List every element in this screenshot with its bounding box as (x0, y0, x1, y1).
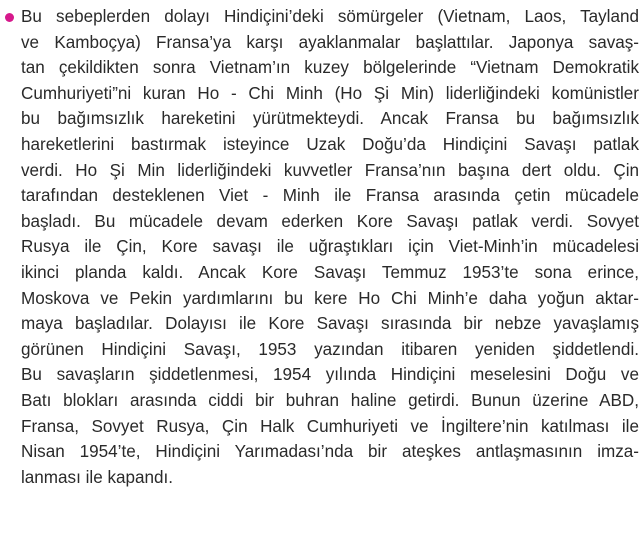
text-line: tarafından desteklenen Viet - Minh ile Fransa arasında çetin mücadele (21, 186, 639, 206)
text-line: Cumhuriyeti”ni kuran Ho - Chi Minh (Ho Şi Min) liderliğindeki komünistler (21, 83, 639, 103)
text-line: Fransa, Sovyet Rusya, Çin Halk Cumhuriyeti ve İngiltere’nin katılması ile (21, 416, 639, 436)
text-line: lanması ile kapandı. (21, 467, 174, 487)
bullet-point (5, 13, 14, 22)
text-line: Nisan 1954’te, Hindiçini Yarımadası’nda bir ateşkes antlaşmasının imza- (21, 442, 639, 462)
text-line: bu bağımsızlık hareketini yürütmekteydi. Ancak Fransa bu bağımsızlık (21, 109, 639, 129)
text-line: verdi. Ho Şi Min liderliğindeki kuvvetler Fransa’nın başına dert oldu. Çin (21, 160, 639, 180)
paragraph (21, 4, 639, 490)
text-line: görünen Hindiçini Savaşı, 1953 yazından itibaren yeniden şiddetlendi. (21, 339, 639, 359)
text-line: Bu sebeplerden dolayı Hindiçini’deki sömürgeler (Vietnam, Laos, Tayland (21, 7, 639, 26)
text-line: Moskova ve Pekin yardımlarını bu kere Ho Chi Minh’e daha yoğun aktar- (21, 288, 639, 308)
text-line: tan çekildikten sonra Vietnam’ın kuzey bölgelerinde “Vietnam Demokratik (21, 58, 639, 78)
text-line: hareketlerini bastırmak isteyince Uzak Doğu’da Hindiçini Savaşı patlak (21, 134, 639, 154)
text-line: ikinci planda kaldı. Ancak Kore Savaşı Temmuz 1953’te sona erince, (21, 262, 639, 282)
text-line: başladı. Bu mücadele devam ederken Kore Savaşı patlak verdi. Sovyet (21, 211, 639, 231)
text-line: Batı blokları arasında ciddi bir buhran haline getirdi. Bunun üzerine ABD, (21, 390, 639, 410)
text-line: Rusya ile Çin, Kore savaşı ile uğraştıkları için Viet-Minh’in mücadelesi (21, 237, 639, 257)
text-line: Bu savaşların şiddetlenmesi, 1954 yılında Hindiçini meselesini Doğu ve (21, 365, 639, 385)
text-line: ve Kamboçya) Fransa’ya karşı ayaklanmalar başlattılar. Japonya savaş- (21, 32, 639, 52)
text-line: maya başladılar. Dolayısı ile Kore Savaşı sırasında bir nebze yavaşlamış (21, 314, 639, 334)
